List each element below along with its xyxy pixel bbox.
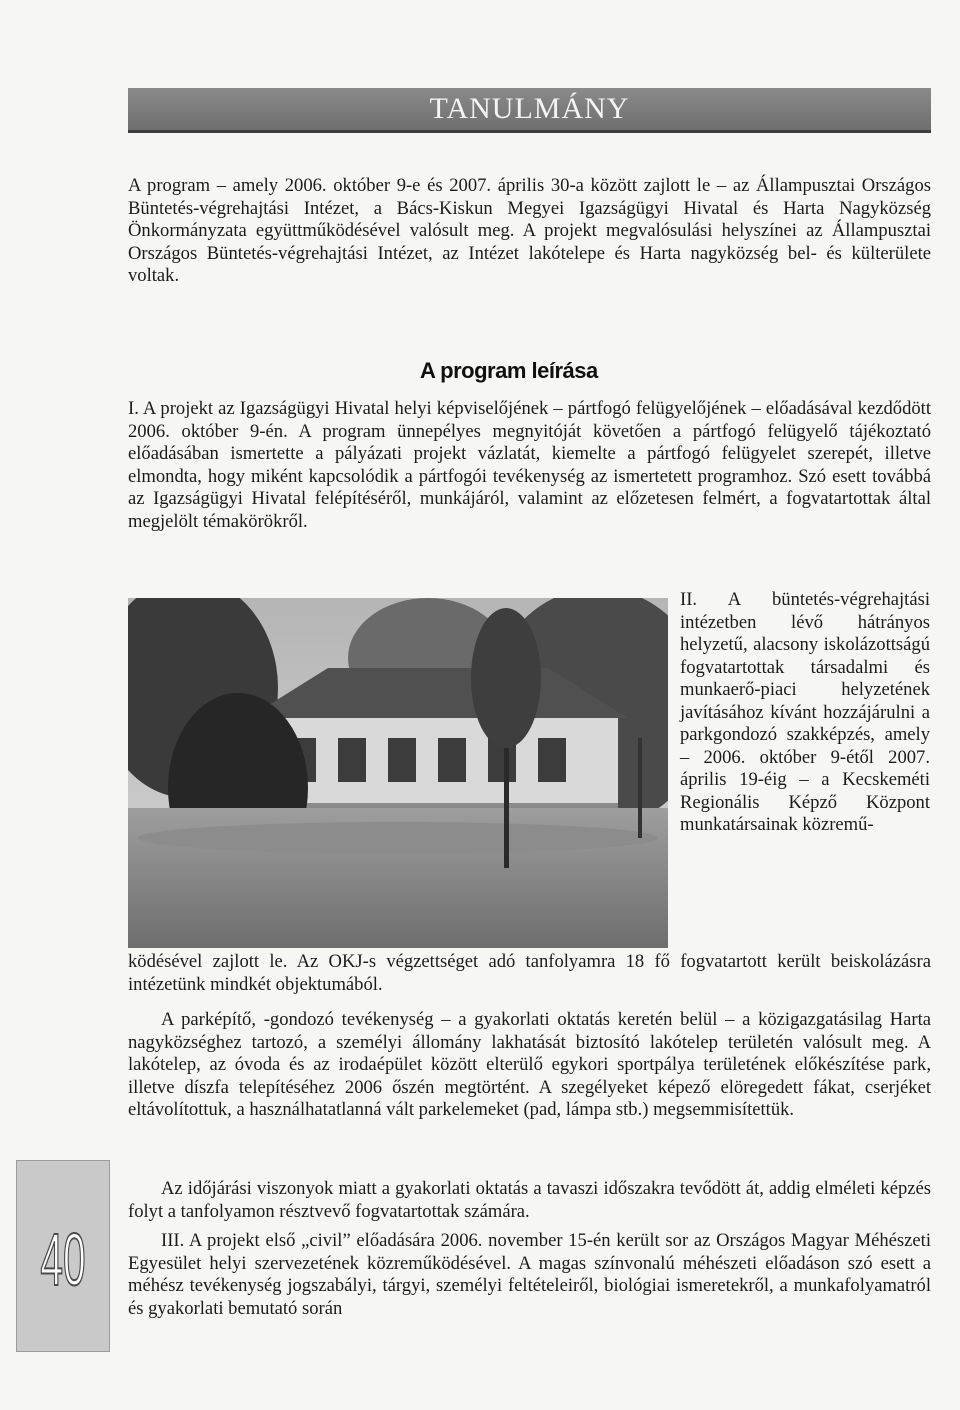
header-bar <box>128 88 931 133</box>
section-heading: A program leírása <box>420 358 598 383</box>
header-title: TANULMÁNY <box>429 92 630 125</box>
paragraph-park: A parképítő, -gondozó tevékenység – a gyakorlati oktatás keretén belül – a közigazgatásilag Harta nagyközséghez tartozó, a személyi állomány lakhatását biztosító lakótelep területén valósult meg. A lakótelep, az óvoda és az irodaépület között elterülő egykori sportpálya területének előkészítése park, illetve díszfa telepítéséhez 2006 őszén megtörtént. A szegélyeket képező elöregedett fákat, cserjéket eltávolítottuk, a használhatatlanná vált parkelemeket (pad, lámpa stb.) megsemmisítettük. <box>128 1009 931 1120</box>
page-number: 40 <box>40 1218 86 1301</box>
paragraph-three: III. A projekt első „civil” előadására 2006. november 15-én került sor az Országos Magyar Méhészeti Egyesület helyi szervezetének közreműködésével. A magas színvonalú méhészeti előadáson szó esett a méhész tevékenység jogszabályi, tárgyi, személyi feltételeiről, biológiai ismeretekről, a munkafolyamatról és gyakorlati bemutató során <box>128 1230 931 1319</box>
paragraph-weather: Az időjárási viszonyok miatt a gyakorlati oktatás a tavaszi időszakra tevődött át, addig elméleti képzés folyt a tanfolyamon résztvevő fogvatartottak számára. <box>128 1178 931 1222</box>
building-photo <box>128 598 668 948</box>
paragraph-two-column: II. A büntetés-végrehajtási intézetben lévő hátrányos helyzetű, alacsony iskolázottságú fogvatartottak társadalmi és munkaerő-piaci helyzetének javításához kívánt hozzájárulni a parkgondozó szakképzés, amely – 2006. október 9-étől 2007. április 19-éig – a Kecskeméti Regionális Képző Központ munkatársainak közremű- <box>680 589 930 835</box>
paragraph-two-continued: ködésével zajlott le. Az OKJ-s végzettséget adó tanfolyamra 18 fő fogvatartott került beiskolázásra intézetünk mindkét objektumából. <box>128 951 931 995</box>
building-photo-graphic <box>128 598 668 948</box>
paragraph-one: I. A projekt az Igazságügyi Hivatal helyi képviselőjének – pártfogó felügyelőjének – előadásával kezdődött 2006. október 9-én. A program ünnepélyes megnyitóját követően a pártfogó felügyelő tájékoztató előadásában ismertette a pályázati projekt vázlatát, kiemelte a pártfogó felügyelet szerepét, illetve elmondta, hogy miként kapcsolódik a pártfogói tevékenység az ismertetett programhoz. Szó esett továbbá az Igazságügyi Hivatal felépítéséről, munkájáról, valamint az előzetesen felmért, a fogvatartottak által megjelölt témakörökről. <box>128 398 931 532</box>
intro-paragraph: A program – amely 2006. október 9-e és 2007. április 30-a között zajlott le – az Állampusztai Országos Büntetés-végrehajtási Intézet, a Bács-Kiskun Megyei Igazságügyi Hivatal és Harta Nagyközség Önkormányzata együttműködésével valósult meg. A projekt megvalósulási helyszínei az Állampusztai Országos Büntetés-végrehajtási Intézet, az Intézet lakótelepe és Harta nagyközség bel- és külterülete voltak. <box>128 175 931 286</box>
